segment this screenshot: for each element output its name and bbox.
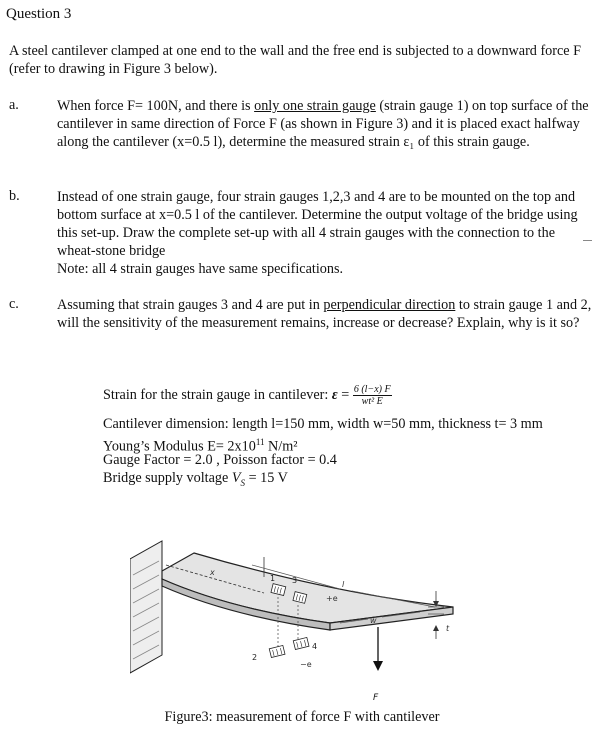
label-plus-e: +e [326,594,338,603]
part-b-text: Instead of one strain gauge, four strain gauges 1,2,3 and 4 are to be mounted on the top and bottom surface at x=0.5 l of the cantilever. Determine the output voltage of the bridge using this set-up. Draw the complete set-up with all 4 strain gauges with the connection to the wheat-stone bridge Note: all 4 strain gauges have same specifications. [57,188,593,278]
wall [130,541,162,673]
cantilever-beam [162,553,453,630]
label-gauge-4: 4 [312,642,318,651]
svg-text:w: w [370,616,377,625]
part-c-underlined: perpendicular direction [323,297,456,313]
strain-gauge-4 [293,637,309,649]
label-minus-e: −e [300,660,312,669]
dimensions-line: Cantilever dimension: length l=150 mm, width w=50 mm, thickness t= 3 mm [103,416,543,432]
part-a-label: a. [9,97,19,113]
figure-caption: Figure3: measurement of force F with cantilever [164,709,440,725]
part-c-text: Assuming that strain gauges 3 and 4 are put in perpendicular direction to strain gauge 1 and 2, will the sensitivity of the measurement remains, increase or decrease? Explain, why is it so? [57,297,592,331]
part-b-label: b. [9,188,20,204]
question-title: Question 3 [6,6,72,22]
label-gauge-3: 3 [292,576,298,585]
bridge-voltage-line: Bridge supply voltage $V_S = 15$ V [103,470,288,488]
label-gauge-2: 2 [252,653,258,662]
part-b-note: Note: all 4 strain gauges have same specifications. [57,261,344,277]
part-a-underlined: only one strain gauge [254,98,376,114]
stray-mark [583,240,592,241]
cantilever-figure [130,535,470,707]
part-a-text: When force F= 100N, and there is only one strain gauge (strain gauge 1) on top surface of the cantilever in same direction of Force F (as shown in Figure 3) and it is placed exact halfway along the cantilever (x=0.5 l), determine the measured strain ε₁ of this strain gauge. [57,98,589,150]
label-force: F [373,693,379,703]
svg-text:x: x [210,568,215,577]
svg-text:t: t [446,624,450,633]
force-arrow [373,627,383,671]
gauge-factor-line: Gauge Factor = 2.0 , Poisson factor = 0.4 [103,452,337,468]
modulus-line: Young’s Modulus $E= 2x10^{11}$ N/m² [103,437,298,455]
part-c-label: c. [9,296,19,312]
intro-paragraph: A steel cantilever clamped at one end to the wall and the free end is subjected to a downward force F (refer to drawing in Figure 3 below). [9,43,582,77]
strain-formula-line: Strain for the strain gauge in cantilever: ε = $\frac{6 (l-x) F}{\text{wt² E}}$ [103,384,391,407]
label-gauge-1: 1 [270,574,276,583]
strain-formula-fraction: $\frac{6 (l-x) F}{\text{wt² E}}$ [353,384,391,407]
strain-gauge-2 [269,645,285,657]
svg-text:l: l [342,580,345,589]
